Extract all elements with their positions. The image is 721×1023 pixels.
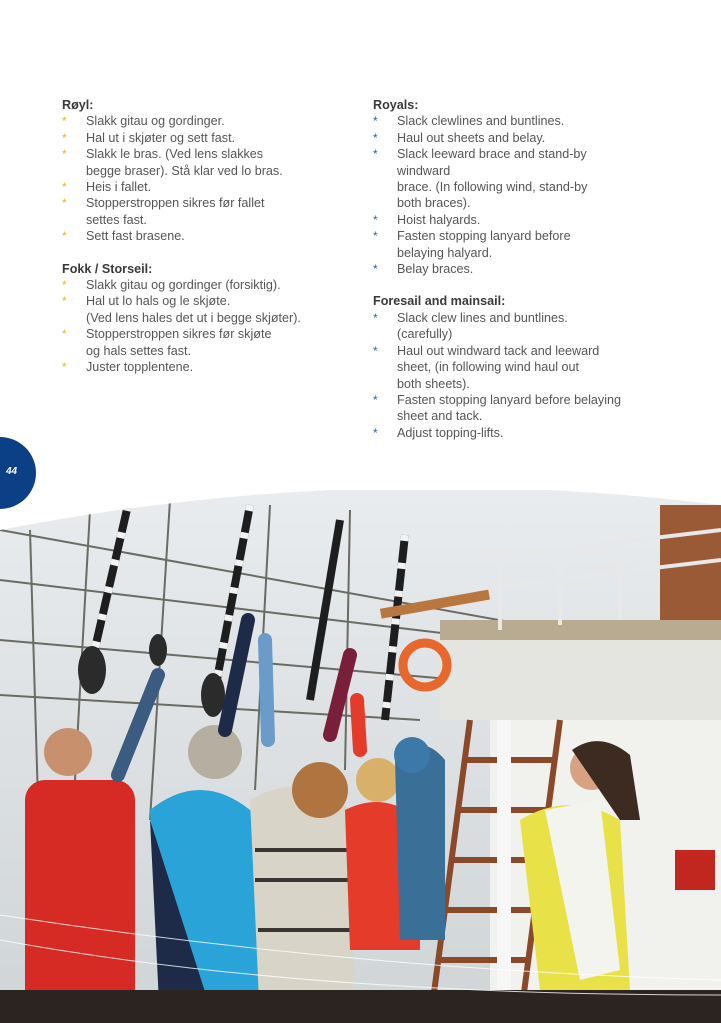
list-item: * Heis i fallet. [62,180,152,195]
section-heading: Royals: [373,98,419,112]
list-item: * Belay braces. [373,262,474,277]
support-post [497,720,511,1023]
list-item: * Fasten stopping lanyard before belaying sheet and tack. [373,392,622,424]
list-item: * Slack leeward brace and stand-by windward brace. (In following wind, stand-by both braces). [373,147,588,211]
list-item: * Slack clew lines and buntlines. (carefully) [373,310,568,342]
step-list [373,310,673,441]
bullet-icon: * [62,229,67,244]
bullet-icon: * [62,114,67,129]
list-item: * Slack clewlines and buntlines. [373,114,565,129]
page-number: 44 [6,466,18,477]
bullet-icon: * [62,278,67,293]
list-item: * Slakk le bras. (Ved lens slakkes begge braser). Stå klar ved lo bras. [62,147,283,178]
list-item: * Sett fast brasene. [62,229,185,244]
bullet-icon: * [373,212,378,227]
section-heading: Fokk / Storseil: [62,261,153,276]
bullet-icon: * [373,147,378,162]
deck-rail [440,620,721,640]
bullet-icon: * [373,310,378,325]
upper-deck [440,630,721,720]
list-item: * Slakk gitau og gordinger (forsiktig). [62,278,281,293]
bullet-icon: * [62,327,67,342]
english-instructions [373,97,673,457]
safety-sign [675,850,715,890]
step-list [62,113,342,244]
bullet-icon: * [62,196,67,211]
list-item: * Hal ut lo hals og le skjøte. (Ved lens hales det ut i begge skjøter). [62,294,301,325]
crew-hauling-photo [0,490,721,1023]
bullet-icon: * [373,229,378,244]
section-heading: Foresail and mainsail: [373,294,506,309]
bullet-icon: * [373,262,378,277]
bullet-icon: * [373,130,378,145]
section-royals [373,97,673,277]
bullet-icon: * [62,130,67,145]
section-fokk-storseil [62,261,342,376]
section-royl [62,97,342,245]
list-item: * Haul out windward tack and leeward sheet, (in following wind haul out both sheets). [373,343,600,391]
bullet-icon: * [373,343,378,358]
list-item: * Juster topplentene. [62,360,194,375]
bullet-icon: * [62,294,67,309]
list-item: * Stopperstroppen sikres før skjøte og hals settes fast. [62,327,272,358]
section-heading: Røyl: [62,98,94,112]
step-list [62,277,342,375]
bullet-icon: * [62,180,67,195]
list-item: * Hal ut i skjøter og sett fast. [62,130,236,145]
bullet-icon: * [62,147,67,162]
bullet-icon: * [62,360,67,375]
section-foresail-mainsail [373,293,673,441]
list-item: * Slakk gitau og gordinger. [62,114,225,129]
bullet-icon: * [373,114,378,129]
deck-floor [0,990,721,1023]
bullet-icon: * [373,392,378,407]
list-item: * Fasten stopping lanyard before belaying halyard. [373,229,571,260]
list-item: * Adjust topping-lifts. [373,425,504,440]
list-item: * Stopperstroppen sikres før fallet settes fast. [62,196,265,227]
norwegian-instructions [62,97,342,392]
step-list [373,113,673,277]
bullet-icon: * [373,425,378,440]
list-item: * Hoist halyards. [373,212,481,227]
list-item: * Haul out sheets and belay. [373,130,546,145]
